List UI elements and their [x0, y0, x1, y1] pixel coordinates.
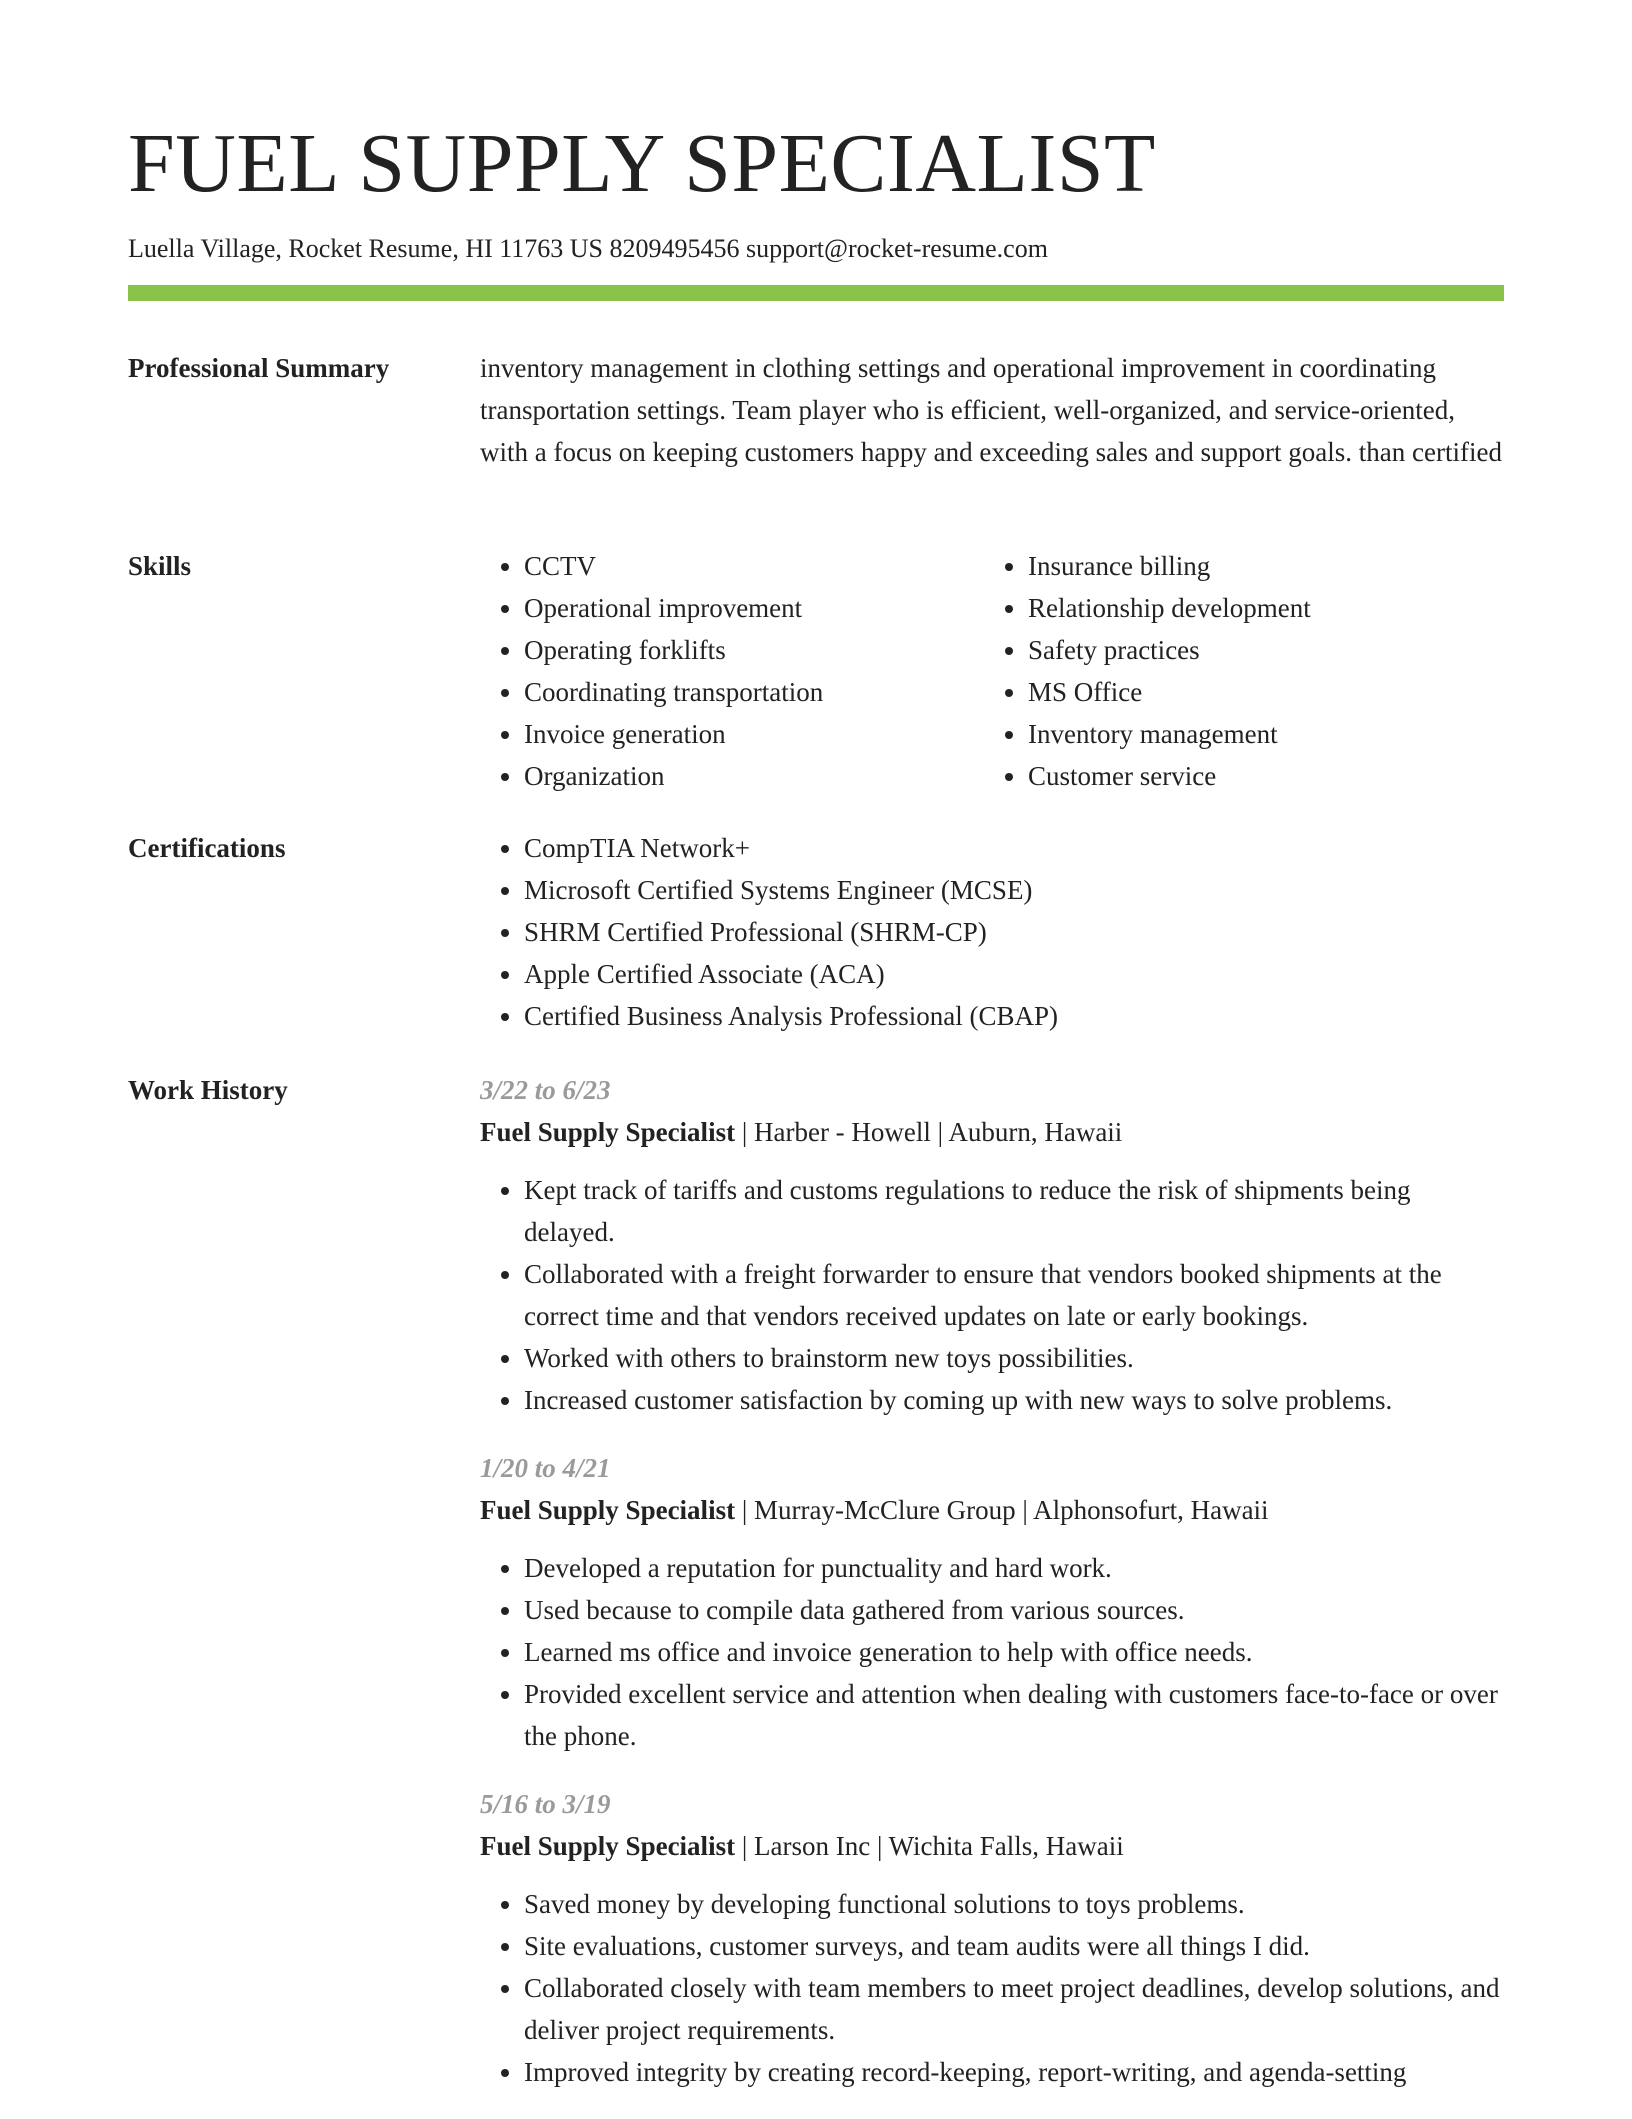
job-separator: | — [741, 1831, 748, 1861]
certification-item: • SHRM Certified Professional (SHRM-CP) — [524, 911, 1504, 953]
contact-address: Luella Village, Rocket Resume, HI 11763 US — [128, 234, 604, 263]
skill-item: • Safety practices — [1028, 629, 1488, 671]
job-bullet: • Kept track of tariffs and customs regulations to reduce the risk of shipments being delayed. — [524, 1169, 1504, 1253]
job-bullet: • Provided excellent service and attention when dealing with customers face-to-face or over the phone. — [524, 1673, 1504, 1757]
job-location: Auburn, Hawaii — [948, 1117, 1123, 1147]
summary-body — [480, 347, 1504, 473]
job-date: 3/22 to 6/23 — [480, 1075, 611, 1105]
certification-item: • Certified Business Analysis Professional (CBAP) — [524, 995, 1504, 1037]
job-bullet: • Developed a reputation for punctuality and hard work. — [524, 1547, 1504, 1589]
job-entry — [480, 1069, 1504, 1421]
certification-item: • Microsoft Certified Systems Engineer (MCSE) — [524, 869, 1504, 911]
certifications-heading: Certifications — [128, 833, 286, 863]
skill-item: • Inventory management — [1028, 713, 1488, 755]
certifications-body — [480, 827, 1504, 1037]
skill-item: • Relationship development — [1028, 587, 1488, 629]
skills-heading: Skills — [128, 551, 192, 581]
job-title: Fuel Supply Specialist — [480, 1495, 736, 1525]
job-separator: | — [876, 1831, 883, 1861]
certification-item: • Apple Certified Associate (ACA) — [524, 953, 1504, 995]
resume-title: FUEL SUPPLY SPECIALIST — [128, 117, 1156, 210]
skill-item: • Organization — [524, 755, 984, 797]
header-divider — [128, 285, 1504, 301]
job-entry — [480, 1447, 1504, 1757]
job-heading — [480, 1111, 1504, 1153]
job-bullet: • Learned ms office and invoice generation to help with office needs. — [524, 1631, 1504, 1673]
skills-body — [480, 545, 1504, 797]
job-company: Larson Inc — [753, 1831, 871, 1861]
job-heading — [480, 1489, 1504, 1531]
job-date: 1/20 to 4/21 — [480, 1453, 611, 1483]
job-bullets — [480, 1169, 1504, 1421]
skill-item: • Coordinating transportation — [524, 671, 984, 713]
job-date: 5/16 to 3/19 — [480, 1789, 611, 1819]
job-bullet: • Site evaluations, customer surveys, and team audits were all things I did. — [524, 1925, 1504, 1967]
work-history-body — [480, 1069, 1504, 2119]
contact-line — [128, 232, 1048, 266]
skills-list-left — [480, 545, 984, 797]
work-history-heading: Work History — [128, 1075, 288, 1105]
job-bullets — [480, 1883, 1504, 2093]
skill-item: • Insurance billing — [1028, 545, 1488, 587]
skill-item: • MS Office — [1028, 671, 1488, 713]
job-company: Murray-McClure Group — [753, 1495, 1016, 1525]
contact-phone: 8209495456 — [609, 234, 740, 263]
job-heading — [480, 1825, 1504, 1867]
summary-heading: Professional Summary — [128, 353, 390, 383]
skill-item: • Operational improvement — [524, 587, 984, 629]
job-bullet: • Improved integrity by creating record-keeping, report-writing, and agenda-setting — [524, 2051, 1504, 2093]
skill-item: • Invoice generation — [524, 713, 984, 755]
skill-item: • CCTV — [524, 545, 984, 587]
job-bullet: • Collaborated with a freight forwarder to ensure that vendors booked shipments at the correct time and that vendors received updates on late or early bookings. — [524, 1253, 1504, 1337]
job-separator: | — [937, 1117, 944, 1147]
job-bullet: • Saved money by developing functional solutions to toys problems. — [524, 1883, 1504, 1925]
job-separator: | — [741, 1117, 748, 1147]
job-company: Harber - Howell — [753, 1117, 931, 1147]
job-bullet: • Collaborated closely with team members to meet project deadlines, develop solutions, and deliver project requirements. — [524, 1967, 1504, 2051]
job-separator: | — [1022, 1495, 1028, 1525]
job-bullets — [480, 1547, 1504, 1757]
certification-item: • CompTIA Network+ — [524, 827, 1504, 869]
skills-list-right — [984, 545, 1488, 797]
job-entry — [480, 1783, 1504, 2093]
certifications-list — [480, 827, 1504, 1037]
job-bullet: • Used because to compile data gathered from various sources. — [524, 1589, 1504, 1631]
skill-item: • Customer service — [1028, 755, 1488, 797]
job-separator: | — [741, 1495, 748, 1525]
job-bullet: • Worked with others to brainstorm new toys possibilities. — [524, 1337, 1504, 1379]
contact-email: support@rocket-resume.com — [746, 234, 1048, 263]
skill-item: • Operating forklifts — [524, 629, 984, 671]
job-location: Alphonsofurt, Hawaii — [1033, 1495, 1269, 1525]
summary-text: inventory management in clothing settings and operational improvement in coordinating transportation settings. Team player who is efficient, well-organized, and service-oriented, with a focus on keeping customers happy and exceeding sales and support goals. than certified — [480, 353, 1502, 467]
job-title: Fuel Supply Specialist — [480, 1831, 736, 1861]
job-title: Fuel Supply Specialist — [480, 1117, 736, 1147]
job-location: Wichita Falls, Hawaii — [888, 1831, 1124, 1861]
job-bullet: • Increased customer satisfaction by coming up with new ways to solve problems. — [524, 1379, 1504, 1421]
